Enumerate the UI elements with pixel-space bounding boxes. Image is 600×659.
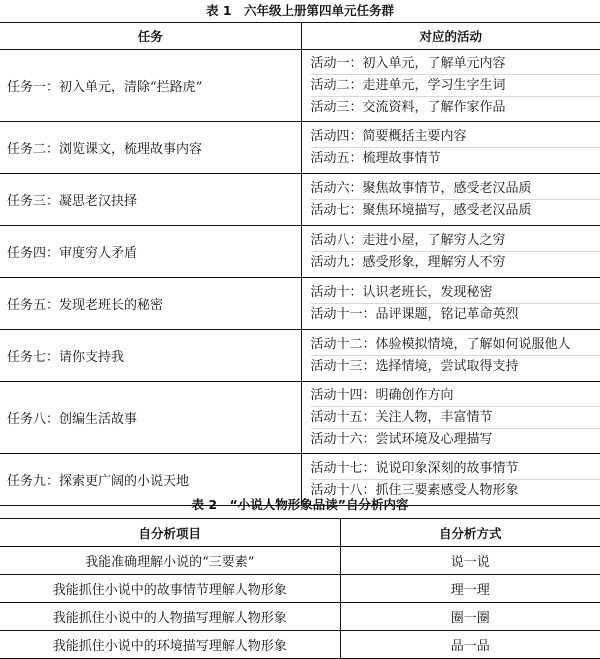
analysis-item-cell: 我能抓住小说中的故事情节理解人物形象 xyxy=(0,575,340,603)
activity-line: 活动十六：尝试环境及心理描写 xyxy=(311,428,600,450)
task-cell: 任务四：审度穷人矛盾 xyxy=(0,226,301,278)
task-row xyxy=(0,330,600,382)
analysis-row xyxy=(0,575,600,603)
analysis-item-cell: 我能抓住小说中的人物描写理解人物形象 xyxy=(0,603,340,631)
activity-line: 活动五：梳理故事情节 xyxy=(311,147,600,169)
table2-caption: 表 2 “小说人物形象品读”自分析内容 xyxy=(0,496,600,514)
item-column-header: 自分析项目 xyxy=(0,519,340,547)
activity-line: 活动六：聚焦故事情节，感受老汉品质 xyxy=(311,178,600,199)
task-cell: 任务八：创编生活故事 xyxy=(0,382,301,454)
analysis-row xyxy=(0,547,600,575)
task-cell: 任务一：初入单元，清除“拦路虎” xyxy=(0,50,301,122)
activity-line: 活动十三：选择情境，尝试取得支持 xyxy=(311,355,600,377)
task-cell: 任务七：请你支持我 xyxy=(0,330,301,382)
method-column-header: 自分析方式 xyxy=(340,519,600,547)
table1-caption: 表 1 六年级上册第四单元任务群 xyxy=(0,2,600,20)
analysis-item-cell: 我能抓住小说中的环境描写理解人物形象 xyxy=(0,631,340,659)
activity-line: 活动十：认识老班长，发现秘密 xyxy=(311,282,600,303)
task-row xyxy=(0,382,600,454)
activity-line: 活动九：感受形象，理解穷人不穷 xyxy=(311,251,600,273)
task-row xyxy=(0,50,600,122)
activity-column-header: 对应的活动 xyxy=(301,23,600,50)
task-table xyxy=(0,22,600,506)
task-column-header: 任务 xyxy=(0,23,301,50)
task-row xyxy=(0,226,600,278)
activity-line: 活动十四：明确创作方向 xyxy=(311,385,600,406)
activity-line: 活动八：走进小屋，了解穷人之穷 xyxy=(311,230,600,251)
activity-line: 活动十一：品评课题，铭记革命英烈 xyxy=(311,303,600,325)
activities-cell xyxy=(301,278,600,330)
task-cell: 任务五：发现老班长的秘密 xyxy=(0,278,301,330)
activity-line: 活动十二：体验模拟情境，了解如何说服他人 xyxy=(311,334,600,355)
analysis-row xyxy=(0,603,600,631)
analysis-method-cell: 圈一圈 xyxy=(340,603,600,631)
task-cell: 任务三：凝思老汉抉择 xyxy=(0,174,301,226)
activities-cell xyxy=(301,174,600,226)
task-row xyxy=(0,174,600,226)
activity-line: 活动四：简要概括主要内容 xyxy=(311,126,600,147)
activities-cell xyxy=(301,50,600,122)
activity-line: 活动二：走进单元，学习生字生词 xyxy=(311,74,600,96)
task-cell: 任务二：浏览课文，梳理故事内容 xyxy=(0,122,301,174)
activity-line: 活动三：交流资料，了解作家作品 xyxy=(311,96,600,118)
analysis-row xyxy=(0,631,600,659)
activities-cell xyxy=(301,382,600,454)
activities-cell xyxy=(301,122,600,174)
analysis-method-cell: 理一理 xyxy=(340,575,600,603)
self-analysis-table xyxy=(0,518,600,659)
activity-line: 活动七：聚焦环境描写，感受老汉品质 xyxy=(311,199,600,221)
analysis-item-cell: 我能准确理解小说的“三要素” xyxy=(0,547,340,575)
activity-line: 活动十八：抓住三要素感受人物形象 xyxy=(311,479,600,501)
task-cell: 任务九：探索更广阔的小说天地 xyxy=(0,454,301,506)
activities-cell xyxy=(301,226,600,278)
task-row xyxy=(0,278,600,330)
analysis-method-cell: 说一说 xyxy=(340,547,600,575)
activity-line: 活动十五：关注人物，丰富情节 xyxy=(311,406,600,428)
activities-cell xyxy=(301,330,600,382)
activity-line: 活动十七：说说印象深刻的故事情节 xyxy=(311,458,600,479)
activity-line: 活动一：初入单元，了解单元内容 xyxy=(311,53,600,74)
task-row xyxy=(0,122,600,174)
analysis-method-cell: 品一品 xyxy=(340,631,600,659)
